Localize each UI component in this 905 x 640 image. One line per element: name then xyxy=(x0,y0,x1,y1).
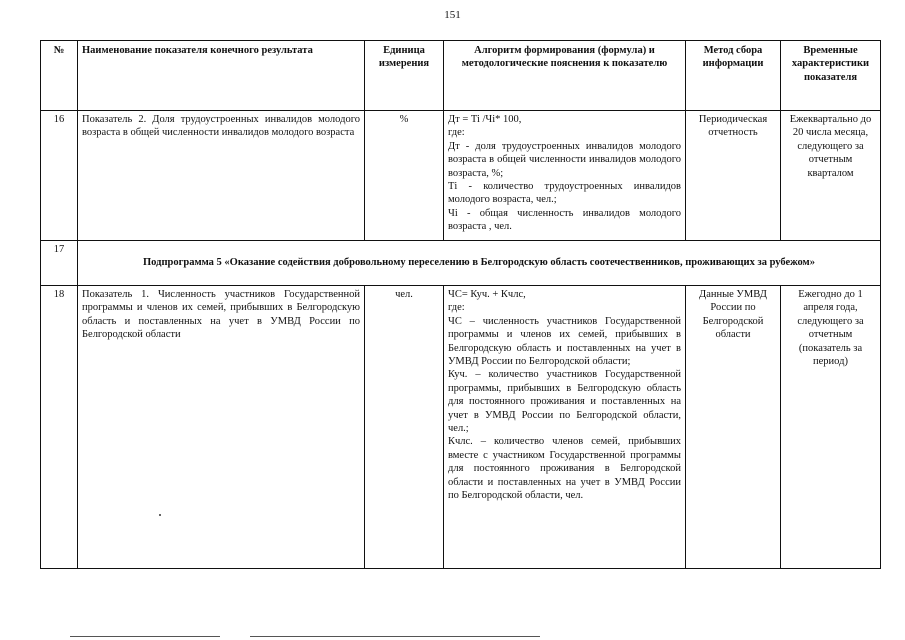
indicator-name: Показатель 1. Численность участников Государственной программы и членов их семей, прибывших в Белгородскую область и поставленных на учет в УМВД России по Белгородской области xyxy=(78,286,365,569)
definition-line: ЧС – численность участников Государственной программы и членов их семей, прибывших в Белгородскую область и поставленных на учет в УМВД России по Белгородской области; xyxy=(448,315,681,368)
row-number: 18 xyxy=(41,286,78,569)
formula-line: ЧС= Куч. + Кчлс, xyxy=(448,289,526,300)
algorithm-cell xyxy=(444,286,686,569)
timing-cell: Ежеквартально до 20 числа месяца, следующего за отчетным кварталом xyxy=(781,111,881,241)
indicators-table xyxy=(40,40,881,569)
header-number: № xyxy=(41,41,78,111)
method-cell: Данные УМВД России по Белгородской области xyxy=(686,286,781,569)
header-timing: Временные характеристики показателя xyxy=(781,41,881,111)
indicator-name: Показатель 2. Доля трудоустроенных инвалидов молодого возраста в общей численности инвалидов молодого возраста xyxy=(78,111,365,241)
header-unit: Единица измерения xyxy=(365,41,444,111)
unit-cell: чел. xyxy=(365,286,444,569)
scan-speck xyxy=(159,514,161,516)
row-number: 16 xyxy=(41,111,78,241)
header-method: Метод сбора информации xyxy=(686,41,781,111)
subprogram-cell xyxy=(78,241,881,286)
definition-line: Тi - количество трудоустроенных инвалидов молодого возраста, чел.; xyxy=(448,181,681,206)
algorithm-cell xyxy=(444,111,686,241)
definition-line: Дт - доля трудоустроенных инвалидов молодого возраста в общей численности инвалидов молодого возраста, %; xyxy=(448,140,681,179)
definition-line: Кчлс. – количество членов семей, прибывших вместе с участником Государственной программы для постоянного проживания в Белгородской области и поставленных на учет в УМВД России по Белгородской области, чел. xyxy=(448,436,681,502)
table-row xyxy=(41,241,881,286)
method-cell: Периодическая отчетность xyxy=(686,111,781,241)
footer-rule xyxy=(250,636,540,637)
definition-line: Куч. – количество участников Государственной программы, прибывших в Белгородскую область для постоянного проживания и поставленных на учет в УМВД России по Белгородской области, чел.; xyxy=(448,369,681,435)
row-number: 17 xyxy=(41,241,78,286)
header-indicator-name: Наименование показателя конечного результата xyxy=(78,41,365,111)
header-algorithm: Алгоритм формирования (формула) и методологические пояснения к показателю xyxy=(444,41,686,111)
where-line: где: xyxy=(448,302,465,314)
footer-rule xyxy=(70,636,220,637)
page-number: 151 xyxy=(444,9,461,21)
definition-line: Чi - общая численность инвалидов молодого возраста , чел. xyxy=(448,207,681,233)
timing-cell: Ежегодно до 1 апреля года, следующего за отчетным (показатель за период) xyxy=(781,286,881,569)
subprogram-title: Подпрограмма 5 «Оказание содействия добровольному переселению в Белгородскую область соотечественников, проживающих за рубежом» xyxy=(143,257,815,268)
table-header-row xyxy=(41,41,881,111)
unit-cell: % xyxy=(365,111,444,241)
table-row xyxy=(41,111,881,241)
table-row xyxy=(41,286,881,569)
formula-line: Дт = Ti /Чi* 100, xyxy=(448,114,522,125)
where-line: где: xyxy=(448,127,465,139)
